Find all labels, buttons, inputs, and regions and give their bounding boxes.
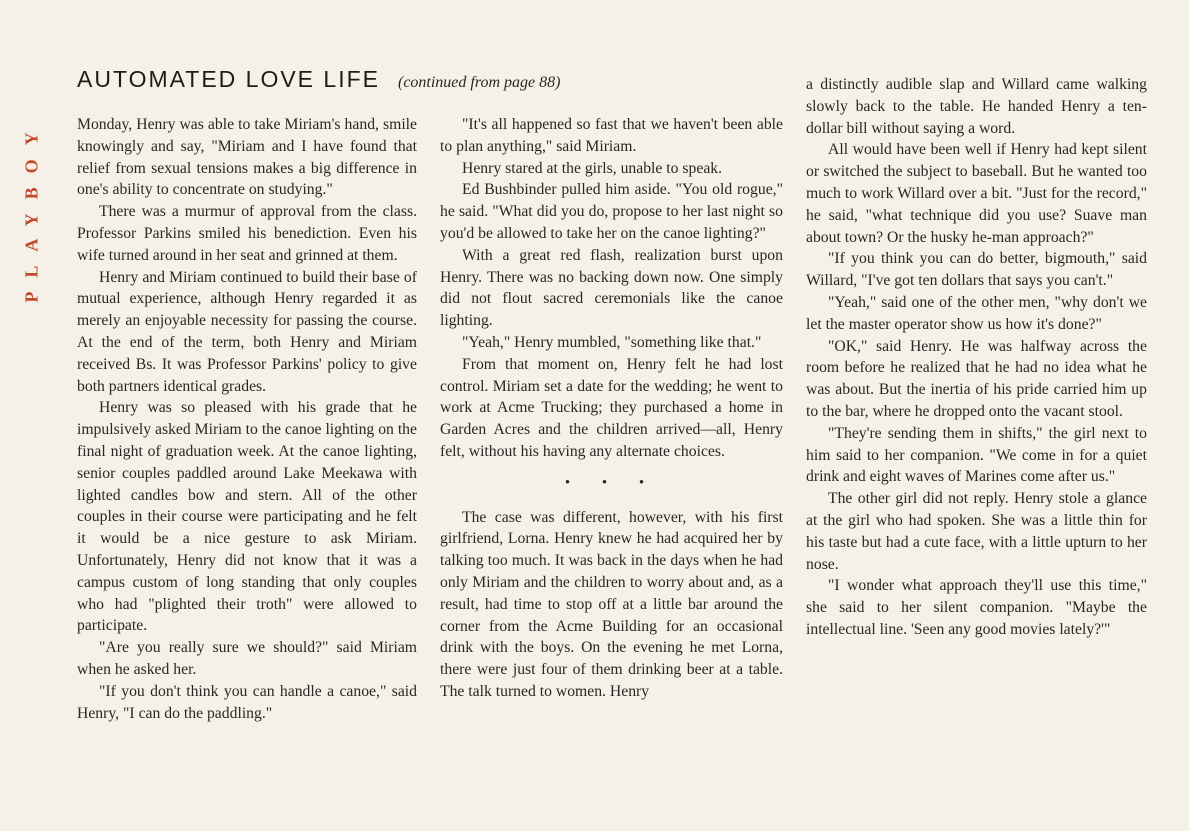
magazine-name: PLAYBOY (21, 117, 42, 303)
article-title: AUTOMATED LOVE LIFE (77, 66, 380, 92)
column-1-clip (77, 114, 417, 831)
continued-note: (continued from page 88) (397, 74, 561, 91)
paragraph: "If you don't think you can handle a canoe," said Henry, "I can do the paddling." (77, 682, 417, 722)
column-3 (806, 74, 1147, 641)
paragraph: From that moment on, Henry felt he had lost control. Miriam set a date for the wedding; he went to work at Acme Trucking; they purchased a home in Garden Acres and the children arrived—all, Henry felt, without his having any alternate choices. (440, 355, 783, 460)
paragraph: "Yeah," Henry mumbled, "something like that." (462, 333, 762, 351)
paragraph: a distinctly audible slap and Willard came walking slowly back to the table. He handed Henry a ten-dollar bill without saying a word. (806, 76, 1147, 137)
paragraph: Ed Bushbinder pulled him aside. "You old rogue," he said. "What did you do, propose to her last night so you'd be allowed to take her on the canoe lighting?" (440, 181, 783, 242)
paragraph: "It's all happened so fast that we haven't been able to plan anything," said Miriam. (440, 116, 783, 155)
paragraph: Monday, Henry was able to take Miriam's hand, smile knowingly and say, "Miriam and I have found that relief from sexual tensions makes a big difference in one's ability to concentrate on studying." (77, 116, 417, 199)
paragraph: "OK," said Henry. He was halfway across the room before he realized that he had no idea what he was about. But the inertia of his pride carried him up to the bar, where he dropped onto the vacant stool. (806, 337, 1147, 420)
column-3-clip (806, 74, 1147, 831)
article-header (77, 66, 560, 100)
column-2 (440, 114, 783, 703)
paragraph: "I wonder what approach they'll use this time," she said to her silent companion. "Maybe the intellectual line. 'Seen any good movies lately?'" (806, 577, 1147, 638)
paragraph: "Yeah," said one of the other men, "why don't we let the master operator show us how it's done?" (806, 293, 1147, 333)
paragraph: Henry stared at the girls, unable to speak. (462, 159, 723, 177)
paragraph: With a great red flash, realization burst upon Henry. There was no backing down now. One simply did not flout sacred ceremonials like the canoe lighting. (440, 246, 783, 330)
column-2-clip (440, 114, 783, 831)
paragraph: "If you think you can do better, bigmouth," said Willard, "I've got ten dollars that says you can't." (806, 250, 1147, 290)
paragraph: The case was different, however, with his first girlfriend, Lorna. Henry knew he had acquired her by talking too much. It was back in the days when he had only Miriam and the children to worry about and, as a result, had time to stop off at a little bar around the corner from the Acme Building for an occasional drink with the boys. On the evening he met Lorna, there were just four of them drinking beer at a table. The talk turned to women. Henry (440, 508, 783, 700)
column-1 (77, 114, 417, 724)
paragraph: All would have been well if Henry had kept silent or switched the subject to baseball. But he wanted too much to work Willard over a bit. "Just for the record," he said, "what technique did you use? Suave man about town? Or the husky he-man approach?" (806, 141, 1147, 246)
section-separator: • • • (564, 474, 659, 491)
paragraph: "Are you really sure we should?" said Miriam when he asked her. (77, 639, 417, 678)
paragraph: The other girl did not reply. Henry stole a glance at the girl who had spoken. She was a little thin for his taste but had a cute face, with a little upturn to her nose. (806, 490, 1147, 573)
paragraph: "They're sending them in shifts," the girl next to him said to her companion. "We come in for a quiet drink and eight waves of Marines come after us." (806, 424, 1147, 486)
paragraph: Henry was so pleased with his grade that he impulsively asked Miriam to the canoe lighting on the final night of graduation week. At the canoe lighting, senior couples paddled around Lake Meekawa with lighted candles bow and stern. All of the other couples in their course were participating and he felt it would be a nice gesture to ask Miriam. Unfortunately, Henry did not know that it was a campus custom of long standing that only couples who had "plighted their troth" were allowed to participate. (77, 399, 417, 635)
paragraph: There was a murmur of approval from the class. Professor Parkins smiled his benediction. Even his wife turned around in her seat and grinned at them. (77, 203, 417, 264)
paragraph: Henry and Miriam continued to build their base of mutual experience, although Henry regarded it as merely an enjoyable necessity for passing the course. At the end of the term, both Henry and Miriam received Bs. It was Professor Parkins' policy to give both partners identical grades. (77, 268, 417, 395)
magazine-name-vertical (18, 70, 46, 350)
